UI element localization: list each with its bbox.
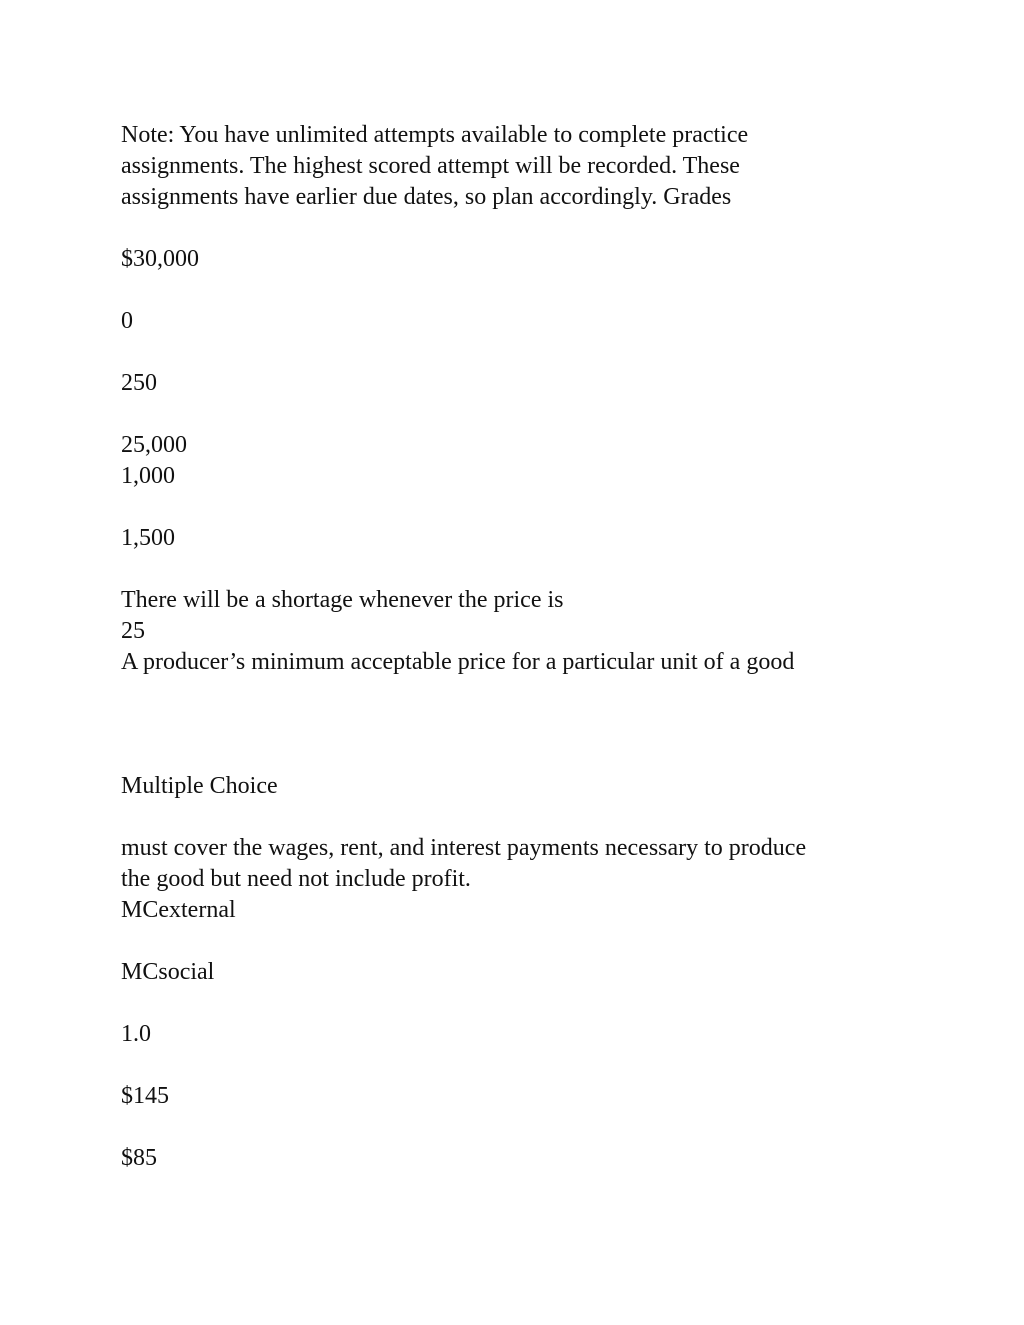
- shortage-line: There will be a shortage whenever the price is: [121, 587, 564, 613]
- spacer: [121, 678, 901, 740]
- spacer: [121, 337, 901, 368]
- spacer: [121, 399, 901, 430]
- mc-social: MCsocial: [121, 959, 215, 985]
- spacer: [121, 926, 901, 957]
- value-145: $145: [121, 1083, 169, 1109]
- value-85: $85: [121, 1145, 157, 1171]
- document-page: [121, 120, 901, 1174]
- note-line-1: Note: You have unlimited attempts available to complete practice: [121, 122, 749, 148]
- value-1500: 1,500: [121, 525, 175, 551]
- value-250: 250: [121, 370, 157, 396]
- spacer: [121, 492, 901, 523]
- spacer: [121, 554, 901, 585]
- question-type: Multiple Choice: [121, 773, 278, 799]
- value-0: 0: [121, 308, 133, 334]
- answer-line-2: the good but need not include profit.: [121, 866, 471, 892]
- mc-external: MCexternal: [121, 897, 236, 923]
- value-30000: $30,000: [121, 246, 199, 272]
- shortage-value: 25: [121, 618, 145, 644]
- spacer: [121, 1050, 901, 1081]
- spacer: [121, 802, 901, 833]
- producer-line: A producer’s minimum acceptable price for a particular unit of a good: [121, 649, 795, 675]
- note-line-3: assignments have earlier due dates, so plan accordingly. Grades: [121, 184, 732, 210]
- value-1-0: 1.0: [121, 1021, 151, 1047]
- spacer: [121, 988, 901, 1019]
- spacer: [121, 740, 901, 771]
- value-25000: 25,000: [121, 432, 187, 458]
- value-1000: 1,000: [121, 463, 175, 489]
- spacer: [121, 213, 901, 244]
- answer-line-1: must cover the wages, rent, and interest payments necessary to produce: [121, 835, 807, 861]
- spacer: [121, 275, 901, 306]
- note-line-2: assignments. The highest scored attempt will be recorded. These: [121, 153, 740, 179]
- spacer: [121, 1112, 901, 1143]
